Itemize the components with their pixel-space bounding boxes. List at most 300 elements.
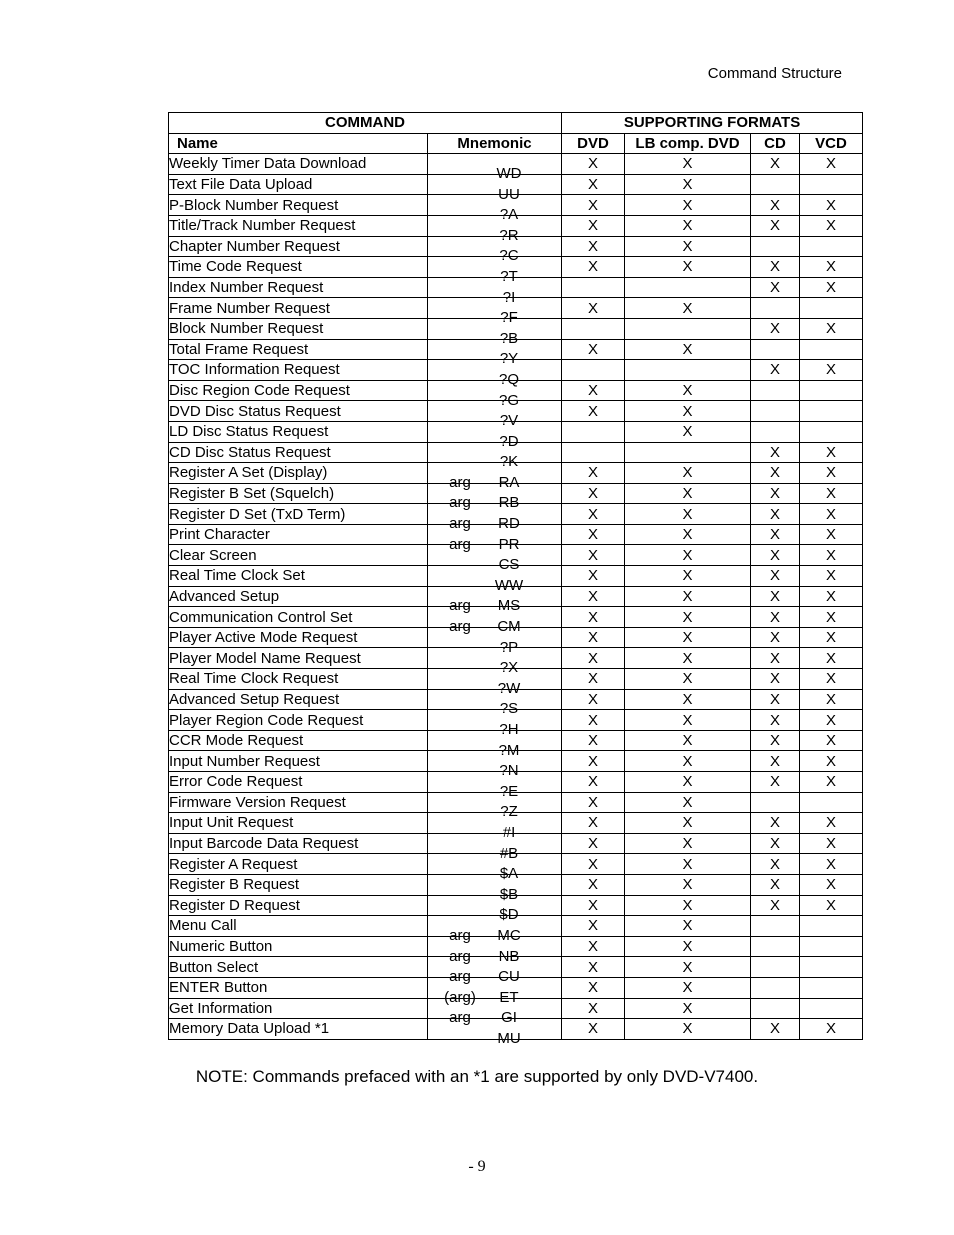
lb-comp-dvd-support-cell: X [625, 257, 751, 278]
table-row [169, 339, 863, 360]
vcd-support-cell [800, 792, 863, 813]
cd-support-cell [751, 401, 800, 422]
lb-comp-dvd-support-cell: X [625, 916, 751, 937]
cd-support-cell [751, 298, 800, 319]
command-name-cell: Advanced Setup [169, 586, 428, 607]
table-row [169, 833, 863, 854]
cd-support-cell: X [751, 1019, 800, 1040]
command-name-cell: Player Model Name Request [169, 648, 428, 669]
dvd-support-cell: X [562, 916, 625, 937]
dvd-support-cell: X [562, 792, 625, 813]
command-name-cell: DVD Disc Status Request [169, 401, 428, 422]
table-row [169, 895, 863, 916]
table-row [169, 710, 863, 731]
cd-support-cell: X [751, 730, 800, 751]
vcd-support-cell [800, 957, 863, 978]
mnemonic-cell [428, 442, 562, 471]
command-name-cell: TOC Information Request [169, 360, 428, 381]
cd-support-cell: X [751, 360, 800, 381]
lb-comp-dvd-support-cell: X [625, 792, 751, 813]
vcd-support-cell: X [800, 627, 863, 648]
cd-support-cell: X [751, 545, 800, 566]
cd-support-cell [751, 421, 800, 442]
dvd-support-cell: X [562, 463, 625, 484]
dvd-support-cell: X [562, 751, 625, 772]
command-name-cell: P-Block Number Request [169, 195, 428, 216]
dvd-support-cell: X [562, 257, 625, 278]
dvd-support-cell: X [562, 669, 625, 690]
cd-support-cell: X [751, 586, 800, 607]
table-row [169, 586, 863, 607]
mnemonic-cell [428, 545, 562, 574]
mnemonic-cell [428, 689, 562, 718]
command-name-cell: Register D Request [169, 895, 428, 916]
dvd-support-cell: X [562, 380, 625, 401]
command-name-cell: Index Number Request [169, 277, 428, 298]
table-row [169, 977, 863, 998]
mnemonic-arg: arg [449, 926, 471, 944]
table-row [169, 792, 863, 813]
command-name-cell: Register B Set (Squelch) [169, 483, 428, 504]
mnemonic-code: UU [498, 185, 520, 203]
command-name-cell: CCR Mode Request [169, 730, 428, 751]
command-name-cell: Player Active Mode Request [169, 627, 428, 648]
lb-comp-dvd-support-cell: X [625, 215, 751, 236]
table-row [169, 1019, 863, 1040]
table-row [169, 318, 863, 339]
vcd-support-cell: X [800, 669, 863, 690]
cd-support-cell: X [751, 772, 800, 793]
dvd-support-cell: X [562, 833, 625, 854]
lb-comp-dvd-support-cell: X [625, 380, 751, 401]
mnemonic-code: ?I [502, 288, 516, 306]
vcd-support-cell: X [800, 277, 863, 298]
table-row [169, 236, 863, 257]
mnemonic-code: ?C [499, 247, 519, 265]
mnemonic-cell [428, 236, 562, 265]
cd-support-cell: X [751, 751, 800, 772]
lb-comp-dvd-support-cell: X [625, 710, 751, 731]
mnemonic-code: CM [497, 618, 521, 636]
mnemonic-cell [428, 360, 562, 388]
cd-support-cell: X [751, 607, 800, 628]
vcd-support-cell: X [800, 566, 863, 587]
mnemonic-arg: arg [449, 473, 471, 491]
lb-comp-dvd-support-cell [625, 442, 751, 463]
formats-group-header: SUPPORTING FORMATS [562, 113, 863, 134]
dvd-support-cell: X [562, 627, 625, 648]
table-row [169, 257, 863, 278]
dvd-support-cell: X [562, 545, 625, 566]
column-header-row [169, 133, 863, 154]
mnemonic-cell [428, 669, 562, 697]
lb-comp-dvd-support-cell: X [625, 998, 751, 1019]
mnemonic-cell [428, 483, 562, 512]
vcd-support-cell: X [800, 1019, 863, 1040]
cd-support-cell: X [751, 627, 800, 648]
vcd-support-cell [800, 174, 863, 195]
page-number: - 9 [468, 1158, 486, 1175]
table-row [169, 504, 863, 525]
command-name-cell: Text File Data Upload [169, 174, 428, 195]
vcd-support-cell: X [800, 689, 863, 710]
mnemonic-arg: arg [449, 494, 471, 512]
command-name-cell: Input Unit Request [169, 813, 428, 834]
cd-support-cell [751, 236, 800, 257]
mnemonic-code: ?K [499, 453, 519, 471]
mnemonic-cell [428, 298, 562, 327]
cd-support-cell: X [751, 689, 800, 710]
cd-support-cell [751, 174, 800, 195]
table-row [169, 669, 863, 690]
table-row [169, 566, 863, 587]
cd-support-cell: X [751, 524, 800, 545]
cd-support-cell: X [751, 895, 800, 916]
table-row [169, 401, 863, 422]
mnemonic-code: ?E [499, 782, 519, 800]
cd-support-cell [751, 792, 800, 813]
dvd-support-cell: X [562, 689, 625, 710]
cd-support-cell: X [751, 257, 800, 278]
lb-comp-dvd-support-cell: X [625, 401, 751, 422]
vcd-column-header: VCD [800, 133, 863, 154]
vcd-support-cell: X [800, 751, 863, 772]
mnemonic-cell [428, 833, 562, 862]
command-name-cell: Numeric Button [169, 936, 428, 957]
cd-support-cell [751, 380, 800, 401]
lb-comp-dvd-support-cell: X [625, 689, 751, 710]
mnemonic-cell [428, 463, 562, 491]
mnemonic-cell [428, 524, 562, 553]
vcd-support-cell: X [800, 895, 863, 916]
group-header-row [169, 113, 863, 134]
dvd-support-cell: X [562, 854, 625, 875]
lb-comp-dvd-support-cell: X [625, 627, 751, 648]
command-rows [169, 154, 863, 1047]
table-row [169, 936, 863, 957]
vcd-support-cell: X [800, 195, 863, 216]
mnemonic-code: MC [497, 926, 521, 944]
mnemonic-cell [428, 772, 562, 800]
mnemonic-code: ?F [500, 309, 518, 327]
lb-comp-dvd-support-cell: X [625, 936, 751, 957]
dvd-support-cell: X [562, 977, 625, 998]
vcd-support-cell: X [800, 483, 863, 504]
dvd-support-cell: X [562, 195, 625, 216]
dvd-column-header: DVD [562, 133, 625, 154]
command-name-cell: Block Number Request [169, 318, 428, 339]
mnemonic-arg: (arg) [444, 988, 476, 1006]
lb-comp-dvd-column-header: LB comp. DVD [625, 133, 751, 154]
mnemonic-code: MU [497, 1029, 521, 1047]
mnemonic-cell [428, 607, 562, 636]
command-name-cell: Input Number Request [169, 751, 428, 772]
mnemonic-code: ?V [499, 412, 519, 430]
mnemonic-cell [428, 401, 562, 430]
table-row [169, 463, 863, 484]
lb-comp-dvd-support-cell: X [625, 504, 751, 525]
dvd-support-cell: X [562, 874, 625, 895]
mnemonic-code: ?M [498, 741, 520, 759]
cd-support-cell [751, 936, 800, 957]
cd-support-cell: X [751, 483, 800, 504]
name-column-header: Name [169, 133, 428, 154]
mnemonic-code: ?N [499, 762, 519, 780]
command-name-cell: Disc Region Code Request [169, 380, 428, 401]
cd-support-cell: X [751, 215, 800, 236]
vcd-support-cell [800, 401, 863, 422]
lb-comp-dvd-support-cell [625, 360, 751, 381]
dvd-support-cell: X [562, 772, 625, 793]
mnemonic-code: ?A [499, 206, 519, 224]
lb-comp-dvd-support-cell: X [625, 421, 751, 442]
command-name-cell: Real Time Clock Set [169, 566, 428, 587]
mnemonic-cell [428, 257, 562, 285]
dvd-support-cell: X [562, 998, 625, 1019]
dvd-support-cell: X [562, 401, 625, 422]
table-row [169, 854, 863, 875]
dvd-support-cell [562, 277, 625, 298]
mnemonic-cell [428, 195, 562, 224]
cd-support-cell: X [751, 318, 800, 339]
table-row [169, 380, 863, 401]
dvd-support-cell [562, 360, 625, 381]
table-row [169, 174, 863, 195]
vcd-support-cell [800, 421, 863, 442]
cd-support-cell: X [751, 710, 800, 731]
dvd-support-cell [562, 318, 625, 339]
mnemonic-cell [428, 318, 562, 347]
mnemonic-code: ?H [499, 721, 519, 739]
cd-support-cell [751, 339, 800, 360]
table-row [169, 627, 863, 648]
mnemonic-cell [428, 627, 562, 656]
mnemonic-arg: arg [449, 515, 471, 533]
mnemonic-arg: arg [449, 968, 471, 986]
mnemonic-code: ?W [497, 679, 521, 697]
dvd-support-cell [562, 421, 625, 442]
command-name-cell: Get Information [169, 998, 428, 1019]
lb-comp-dvd-support-cell: X [625, 174, 751, 195]
cd-support-cell: X [751, 813, 800, 834]
vcd-support-cell: X [800, 545, 863, 566]
page-header: Command Structure [707, 65, 842, 82]
cd-support-cell: X [751, 463, 800, 484]
lb-comp-dvd-support-cell: X [625, 813, 751, 834]
dvd-support-cell: X [562, 154, 625, 175]
vcd-support-cell: X [800, 360, 863, 381]
table-row [169, 998, 863, 1019]
mnemonic-arg: arg [449, 597, 471, 615]
dvd-support-cell: X [562, 586, 625, 607]
mnemonic-cell [428, 215, 562, 244]
cd-column-header: CD [751, 133, 800, 154]
mnemonic-cell [428, 339, 562, 368]
table-row [169, 813, 863, 834]
mnemonic-code: MS [497, 597, 521, 615]
command-name-cell: Firmware Version Request [169, 792, 428, 813]
command-name-cell: Time Code Request [169, 257, 428, 278]
dvd-support-cell [562, 442, 625, 463]
lb-comp-dvd-support-cell: X [625, 154, 751, 175]
cd-support-cell: X [751, 648, 800, 669]
cd-support-cell: X [751, 277, 800, 298]
table-row [169, 421, 863, 442]
mnemonic-code: ?P [499, 638, 519, 656]
command-name-cell: Menu Call [169, 916, 428, 937]
vcd-support-cell: X [800, 215, 863, 236]
vcd-support-cell: X [800, 813, 863, 834]
vcd-support-cell: X [800, 154, 863, 175]
mnemonic-cell [428, 957, 562, 986]
command-name-cell: Chapter Number Request [169, 236, 428, 257]
vcd-support-cell: X [800, 463, 863, 484]
mnemonic-cell [428, 277, 562, 306]
table-row [169, 916, 863, 937]
cd-support-cell: X [751, 442, 800, 463]
command-group-header: COMMAND [169, 113, 562, 134]
table-row [169, 277, 863, 298]
lb-comp-dvd-support-cell: X [625, 977, 751, 998]
mnemonic-code: WD [496, 164, 522, 182]
lb-comp-dvd-support-cell [625, 318, 751, 339]
mnemonic-cell [428, 730, 562, 759]
mnemonic-cell [428, 174, 562, 203]
dvd-support-cell: X [562, 813, 625, 834]
mnemonic-code: RD [498, 515, 520, 533]
dvd-support-cell: X [562, 566, 625, 587]
table-row [169, 874, 863, 895]
dvd-support-cell: X [562, 298, 625, 319]
mnemonic-cell [428, 421, 562, 450]
command-name-cell: CD Disc Status Request [169, 442, 428, 463]
table-row [169, 607, 863, 628]
mnemonic-column-header: Mnemonic [428, 133, 562, 154]
command-name-cell: Total Frame Request [169, 339, 428, 360]
lb-comp-dvd-support-cell: X [625, 463, 751, 484]
command-name-cell: Print Character [169, 524, 428, 545]
mnemonic-code: $B [499, 885, 519, 903]
lb-comp-dvd-support-cell: X [625, 730, 751, 751]
mnemonic-code: CS [498, 556, 520, 574]
mnemonic-code: ?S [499, 700, 519, 718]
lb-comp-dvd-support-cell: X [625, 874, 751, 895]
dvd-support-cell: X [562, 215, 625, 236]
lb-comp-dvd-support-cell: X [625, 339, 751, 360]
command-name-cell: Input Barcode Data Request [169, 833, 428, 854]
dvd-support-cell: X [562, 895, 625, 916]
cd-support-cell: X [751, 566, 800, 587]
mnemonic-code: ?R [499, 226, 519, 244]
command-name-cell: Register A Set (Display) [169, 463, 428, 484]
table-row [169, 730, 863, 751]
command-name-cell: Weekly Timer Data Download [169, 154, 428, 175]
table-row [169, 483, 863, 504]
mnemonic-cell [428, 586, 562, 615]
table-row [169, 298, 863, 319]
vcd-support-cell [800, 236, 863, 257]
table-row [169, 524, 863, 545]
lb-comp-dvd-support-cell: X [625, 833, 751, 854]
mnemonic-arg: arg [449, 947, 471, 965]
dvd-support-cell: X [562, 648, 625, 669]
dvd-support-cell: X [562, 174, 625, 195]
mnemonic-cell [428, 854, 562, 883]
mnemonic-code: ?Z [500, 803, 518, 821]
command-name-cell: Clear Screen [169, 545, 428, 566]
table-row [169, 154, 863, 175]
vcd-support-cell: X [800, 318, 863, 339]
dvd-support-cell: X [562, 483, 625, 504]
vcd-support-cell [800, 936, 863, 957]
lb-comp-dvd-support-cell: X [625, 1019, 751, 1040]
table-row [169, 545, 863, 566]
lb-comp-dvd-support-cell: X [625, 566, 751, 587]
cd-support-cell: X [751, 874, 800, 895]
dvd-support-cell: X [562, 607, 625, 628]
command-name-cell: Memory Data Upload *1 [169, 1019, 428, 1040]
command-name-cell: Register D Set (TxD Term) [169, 504, 428, 525]
lb-comp-dvd-support-cell: X [625, 545, 751, 566]
mnemonic-cell [428, 998, 562, 1027]
mnemonic-arg: arg [449, 535, 471, 553]
mnemonic-cell [428, 380, 562, 409]
command-name-cell: Real Time Clock Request [169, 669, 428, 690]
dvd-support-cell: X [562, 1019, 625, 1040]
table-row [169, 957, 863, 978]
dvd-support-cell: X [562, 730, 625, 751]
table-row [169, 360, 863, 381]
vcd-support-cell: X [800, 772, 863, 793]
vcd-support-cell [800, 380, 863, 401]
mnemonic-cell [428, 895, 562, 924]
mnemonic-code: CU [498, 968, 520, 986]
vcd-support-cell [800, 298, 863, 319]
mnemonic-cell [428, 792, 562, 821]
cd-support-cell: X [751, 833, 800, 854]
vcd-support-cell: X [800, 874, 863, 895]
mnemonic-code: WW [494, 576, 524, 594]
vcd-support-cell: X [800, 833, 863, 854]
lb-comp-dvd-support-cell: X [625, 895, 751, 916]
command-name-cell: LD Disc Status Request [169, 421, 428, 442]
mnemonic-code: RB [498, 494, 520, 512]
mnemonic-code: ?D [499, 432, 519, 450]
lb-comp-dvd-support-cell: X [625, 483, 751, 504]
dvd-support-cell: X [562, 504, 625, 525]
lb-comp-dvd-support-cell: X [625, 586, 751, 607]
mnemonic-code: #I [502, 823, 516, 841]
command-name-cell: ENTER Button [169, 977, 428, 998]
cd-support-cell [751, 916, 800, 937]
vcd-support-cell: X [800, 257, 863, 278]
command-name-cell: Button Select [169, 957, 428, 978]
command-name-cell: Advanced Setup Request [169, 689, 428, 710]
lb-comp-dvd-support-cell: X [625, 772, 751, 793]
mnemonic-cell [428, 751, 562, 780]
lb-comp-dvd-support-cell: X [625, 648, 751, 669]
cd-support-cell: X [751, 669, 800, 690]
table-row [169, 751, 863, 772]
mnemonic-code: $A [499, 865, 519, 883]
lb-comp-dvd-support-cell: X [625, 957, 751, 978]
mnemonic-code: ?X [499, 659, 519, 677]
cd-support-cell: X [751, 504, 800, 525]
cd-support-cell: X [751, 854, 800, 875]
command-name-cell: Player Region Code Request [169, 710, 428, 731]
mnemonic-code: ?Q [498, 370, 519, 388]
lb-comp-dvd-support-cell: X [625, 854, 751, 875]
